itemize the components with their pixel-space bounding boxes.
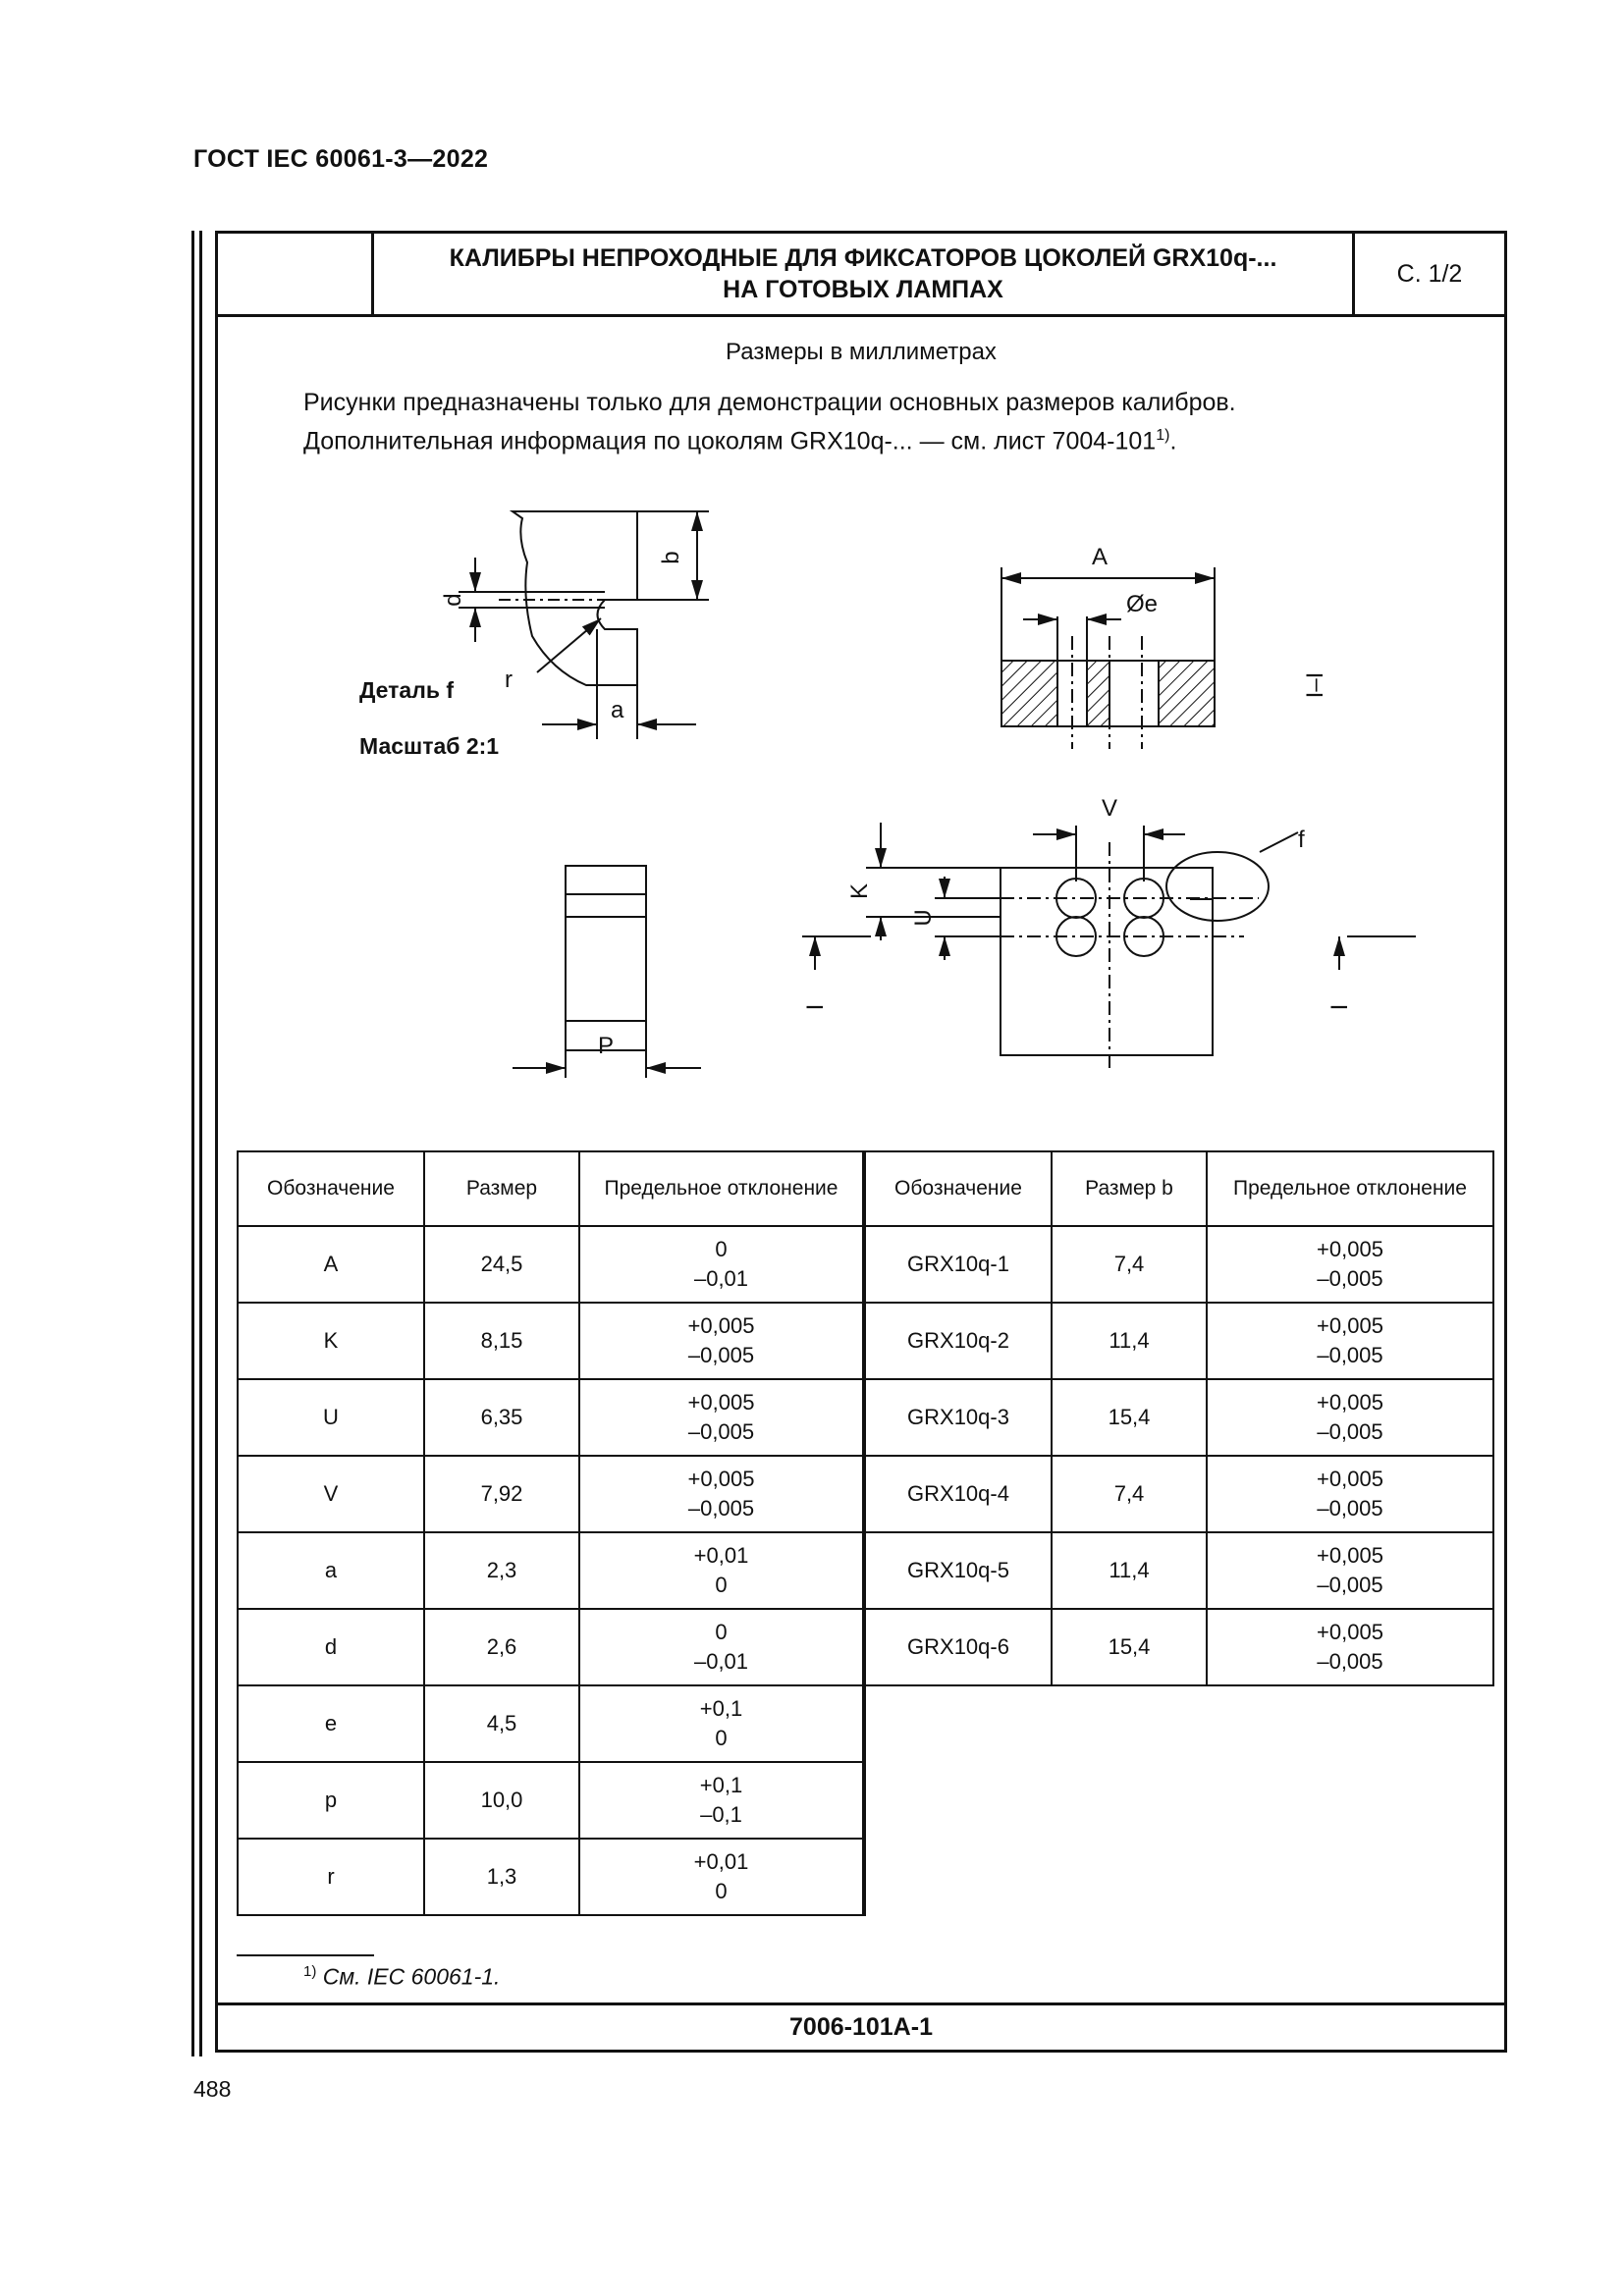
footnote <box>303 1963 500 1991</box>
cell-tolerance-b <box>1207 1609 1493 1685</box>
tol-lower: –0,005 <box>687 1496 755 1521</box>
tol-upper: +0,005 <box>1317 1313 1383 1338</box>
label-K: K <box>846 882 873 900</box>
tol-lower: –0,005 <box>687 1419 755 1444</box>
cell-base-type: GRX10q-6 <box>865 1609 1052 1685</box>
table-row <box>238 1226 1493 1303</box>
footnote-text: См. IEC 60061-1. <box>322 1963 501 1990</box>
cell-base-type: GRX10q-2 <box>865 1303 1052 1379</box>
sheet-code: 7006-101A-1 <box>218 2002 1504 2050</box>
tol-upper: +0,1 <box>699 1696 743 1721</box>
cell-tolerance-b <box>1207 1303 1493 1379</box>
tol-lower: –0,005 <box>1317 1343 1383 1367</box>
cell-tolerance-b <box>1207 1226 1493 1303</box>
cell-size: 1,3 <box>424 1839 579 1915</box>
dimensions-table <box>237 1150 1494 1916</box>
label-V: V <box>1101 795 1118 822</box>
cell-symbol: U <box>238 1379 424 1456</box>
cell-tolerance <box>579 1839 863 1915</box>
tol-lower: –0,005 <box>1317 1496 1383 1521</box>
label-d: d <box>440 593 466 607</box>
cell-symbol: d <box>238 1609 424 1685</box>
cell-symbol: p <box>238 1762 424 1839</box>
cell-tolerance <box>579 1762 863 1839</box>
cell-symbol: A <box>238 1226 424 1303</box>
label-f: f <box>1298 827 1305 853</box>
cell-tolerance <box>579 1379 863 1456</box>
section-i-i-view <box>1001 567 1215 749</box>
tol-lower: –0,005 <box>687 1343 755 1367</box>
footnote-mark: 1) <box>303 1963 317 1980</box>
sheet-frame <box>215 231 1507 2053</box>
cell-size-b: 11,4 <box>1052 1303 1207 1379</box>
table-header-row <box>238 1151 1493 1226</box>
cell-size: 2,3 <box>424 1532 579 1609</box>
cell-tolerance <box>579 1685 863 1762</box>
label-r: r <box>505 667 513 693</box>
binding-line-inner <box>199 231 202 2056</box>
cell-tolerance <box>579 1532 863 1609</box>
cell-size: 24,5 <box>424 1226 579 1303</box>
empty-cell <box>865 1762 1493 1839</box>
table-row <box>238 1456 1493 1532</box>
cell-tolerance <box>579 1226 863 1303</box>
table-row <box>238 1685 1493 1762</box>
table-row <box>238 1303 1493 1379</box>
detail-f-view <box>459 511 709 739</box>
binding-line-outer <box>191 231 194 2056</box>
tol-lower: –0,005 <box>1317 1573 1383 1597</box>
intro-line-2-end: . <box>1169 427 1177 455</box>
table-row <box>238 1609 1493 1685</box>
scale-label: Масштаб 2:1 <box>359 733 500 759</box>
tol-upper: +0,01 <box>693 1543 749 1568</box>
tol-upper: +0,005 <box>1317 1237 1383 1261</box>
cell-size-b: 7,4 <box>1052 1456 1207 1532</box>
table-row <box>238 1379 1493 1456</box>
tol-upper: +0,1 <box>699 1773 743 1797</box>
empty-cell <box>865 1839 1493 1915</box>
cell-base-type: GRX10q-1 <box>865 1226 1052 1303</box>
cell-size-b: 7,4 <box>1052 1226 1207 1303</box>
cell-tolerance <box>579 1303 863 1379</box>
tol-upper: +0,005 <box>687 1313 755 1338</box>
label-A: A <box>1091 544 1109 570</box>
label-a: a <box>611 697 624 723</box>
cell-size-b: 15,4 <box>1052 1609 1207 1685</box>
cell-size: 2,6 <box>424 1609 579 1685</box>
tol-upper: +0,005 <box>1317 1467 1383 1491</box>
tol-upper: +0,005 <box>687 1467 755 1491</box>
tol-lower: 0 <box>715 1726 728 1750</box>
units-note: Размеры в миллиметрах <box>726 339 997 365</box>
tol-lower: 0 <box>715 1573 728 1597</box>
header-size: Размер <box>424 1151 579 1226</box>
header-designation-2: Обозначение <box>865 1151 1052 1226</box>
cell-size-b: 15,4 <box>1052 1379 1207 1456</box>
header-size-b: Размер b <box>1052 1151 1207 1226</box>
cell-symbol: r <box>238 1839 424 1915</box>
footnote-separator <box>237 1954 374 1956</box>
cell-size: 10,0 <box>424 1762 579 1839</box>
label-b: b <box>658 551 684 564</box>
cell-base-type: GRX10q-4 <box>865 1456 1052 1532</box>
table-row <box>238 1532 1493 1609</box>
cell-symbol: V <box>238 1456 424 1532</box>
page-number: 488 <box>193 2076 232 2102</box>
cell-tolerance-b <box>1207 1532 1493 1609</box>
label-P: P <box>597 1033 615 1059</box>
label-I-right: I <box>1326 1003 1353 1011</box>
tol-upper: +0,005 <box>687 1390 755 1415</box>
title-line-1: КАЛИБРЫ НЕПРОХОДНЫЕ ДЛЯ ФИКСАТОРОВ ЦОКОЛЕЙ GRX10q-... <box>449 244 1277 272</box>
label-e: Øe <box>1126 591 1159 617</box>
label-U: U <box>910 909 937 927</box>
cell-symbol: e <box>238 1685 424 1762</box>
cell-size: 7,92 <box>424 1456 579 1532</box>
cell-tolerance-b <box>1207 1456 1493 1532</box>
cell-tolerance <box>579 1456 863 1532</box>
title-line-2: НА ГОТОВЫХ ЛАМПАХ <box>723 276 1003 303</box>
empty-cell <box>865 1685 1493 1762</box>
tol-lower: –0,005 <box>1317 1266 1383 1291</box>
table-row <box>238 1762 1493 1839</box>
detail-f-label: Деталь f <box>359 677 455 703</box>
cell-tolerance <box>579 1609 863 1685</box>
table-row <box>238 1839 1493 1915</box>
tol-upper: 0 <box>715 1237 728 1261</box>
intro-footnote-ref: 1) <box>1156 427 1170 444</box>
cell-base-type: GRX10q-3 <box>865 1379 1052 1456</box>
tol-upper: +0,005 <box>1317 1543 1383 1568</box>
front-view <box>802 823 1416 1073</box>
document-header: ГОСТ IEC 60061-3—2022 <box>193 145 489 173</box>
intro-line-2-text: Дополнительная информация по цоколям GRX10q-... — см. лист 7004-101 <box>303 427 1157 455</box>
cell-size: 8,15 <box>424 1303 579 1379</box>
tol-lower: –0,1 <box>700 1802 742 1827</box>
cell-size-b: 11,4 <box>1052 1532 1207 1609</box>
header-designation: Обозначение <box>238 1151 424 1226</box>
header-tolerance: Предельное отклонение <box>579 1151 863 1226</box>
cell-size: 4,5 <box>424 1685 579 1762</box>
tol-upper: +0,005 <box>1317 1620 1383 1644</box>
tol-upper: +0,01 <box>693 1849 749 1874</box>
tol-lower: –0,01 <box>693 1266 749 1291</box>
cell-size: 6,35 <box>424 1379 579 1456</box>
intro-line-1: Рисунки предназначены только для демонстрации основных размеров калибров. <box>303 389 1236 416</box>
label-I-left: I <box>802 1003 829 1011</box>
cell-symbol: a <box>238 1532 424 1609</box>
tol-upper: 0 <box>715 1620 728 1644</box>
tol-lower: –0,005 <box>1317 1649 1383 1674</box>
sheet-number: С. 1/2 <box>1396 259 1463 288</box>
tol-lower: –0,01 <box>693 1649 749 1674</box>
cell-base-type: GRX10q-5 <box>865 1532 1052 1609</box>
cell-tolerance-b <box>1207 1379 1493 1456</box>
tol-lower: –0,005 <box>1317 1419 1383 1444</box>
label-section-ii: I–I <box>1302 671 1328 699</box>
tol-upper: +0,005 <box>1317 1390 1383 1415</box>
tol-lower: 0 <box>715 1879 728 1903</box>
gauge-drawing <box>218 234 1504 1147</box>
cell-symbol: K <box>238 1303 424 1379</box>
header-tolerance-2: Предельное отклонение <box>1207 1151 1493 1226</box>
